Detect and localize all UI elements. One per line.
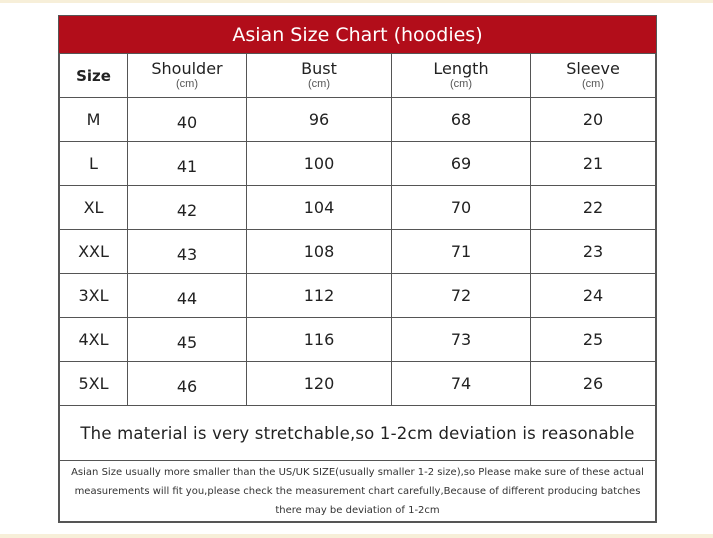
header-label: Length: [433, 59, 489, 78]
fine-print-line: measurements will fit you,please check the measurement chart carefully,Because of different producing batches: [74, 485, 641, 497]
header-unit: (cm): [582, 78, 604, 90]
length-cell: 72: [392, 274, 531, 318]
header-label: Bust: [301, 59, 337, 78]
table-row: [60, 318, 656, 362]
length-cell: 74: [392, 362, 531, 406]
bust-cell: 96: [247, 98, 392, 142]
length-cell: 71: [392, 230, 531, 274]
top-divider: [0, 0, 713, 3]
sleeve-cell: 24: [531, 274, 656, 318]
header-label: Size: [76, 66, 111, 85]
header-sleeve: [531, 54, 656, 98]
size-cell: XXL: [60, 230, 128, 274]
shoulder-cell: 41: [128, 142, 247, 186]
table-row: [60, 230, 656, 274]
table-row: [60, 274, 656, 318]
shoulder-cell: 42: [128, 186, 247, 230]
fine-print-line: Asian Size usually more smaller than the US/UK SIZE(usually smaller 1-2 size),so Please make sure of these actual: [71, 466, 644, 478]
header-size: [60, 54, 128, 98]
fine-print-line: there may be deviation of 1-2cm: [275, 504, 440, 516]
table-row: [60, 142, 656, 186]
bust-cell: 104: [247, 186, 392, 230]
header-label: Shoulder: [151, 59, 223, 78]
size-cell: 3XL: [60, 274, 128, 318]
header-bust: [247, 54, 392, 98]
shoulder-cell: 46: [128, 362, 247, 406]
sleeve-cell: 25: [531, 318, 656, 362]
length-cell: 73: [392, 318, 531, 362]
bust-cell: 108: [247, 230, 392, 274]
sleeve-cell: 20: [531, 98, 656, 142]
header-row: [60, 54, 656, 98]
sleeve-cell: 23: [531, 230, 656, 274]
header-unit: (cm): [450, 78, 472, 90]
shoulder-cell: 44: [128, 274, 247, 318]
table-row: [60, 186, 656, 230]
fine-print-row: [60, 461, 656, 522]
size-cell: M: [60, 98, 128, 142]
header-length: [392, 54, 531, 98]
length-cell: 69: [392, 142, 531, 186]
size-chart: [58, 15, 657, 523]
bust-cell: 100: [247, 142, 392, 186]
size-cell: L: [60, 142, 128, 186]
fine-print: [60, 461, 656, 522]
table-row: [60, 362, 656, 406]
bust-cell: 116: [247, 318, 392, 362]
bust-cell: 112: [247, 274, 392, 318]
sleeve-cell: 22: [531, 186, 656, 230]
header-unit: (cm): [308, 78, 330, 90]
shoulder-cell: 45: [128, 318, 247, 362]
header-unit: (cm): [176, 78, 198, 90]
size-cell: XL: [60, 186, 128, 230]
header-label: Sleeve: [566, 59, 620, 78]
table-row: [60, 98, 656, 142]
bottom-divider: [0, 534, 713, 538]
bust-cell: 120: [247, 362, 392, 406]
stretch-note: The material is very stretchable,so 1-2cm deviation is reasonable: [60, 406, 656, 461]
size-cell: 5XL: [60, 362, 128, 406]
shoulder-cell: 43: [128, 230, 247, 274]
header-shoulder: [128, 54, 247, 98]
sleeve-cell: 26: [531, 362, 656, 406]
chart-title: Asian Size Chart (hoodies): [59, 16, 656, 53]
sleeve-cell: 21: [531, 142, 656, 186]
shoulder-cell: 40: [128, 98, 247, 142]
size-cell: 4XL: [60, 318, 128, 362]
length-cell: 70: [392, 186, 531, 230]
size-table: [59, 53, 656, 522]
length-cell: 68: [392, 98, 531, 142]
note-row: [60, 406, 656, 461]
